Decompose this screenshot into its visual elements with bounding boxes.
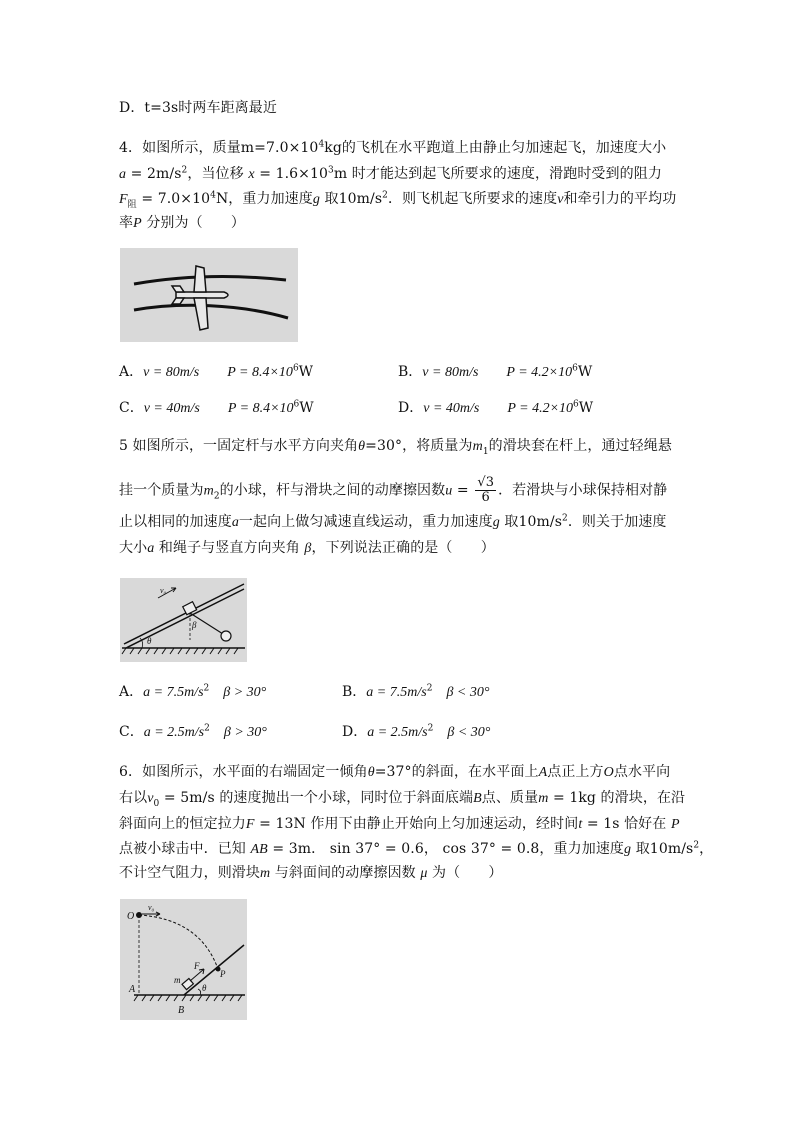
fig-a-label: A bbox=[129, 984, 136, 995]
q4-option-d: D．v = 40m/s $P = 4.2\times 10^6W$ bbox=[398, 399, 594, 416]
mu-fraction: $\frac{√3}{6}$ bbox=[477, 475, 495, 505]
fig-p-label: P bbox=[220, 969, 226, 979]
fig-v0-label: v₀ bbox=[148, 903, 155, 912]
q4-option-c: C．v = 40m/s $P = 8.4\times 10^6W$ bbox=[119, 399, 314, 416]
q4-line-3: $F_阻 = 7.0\times 10^4N$，重力加速度g 取$10m/s^2$．则飞机起飞所要求的速度v和牵引力的平均功 bbox=[119, 190, 677, 210]
q6-line-3: 斜面向上的恒定拉力F = 13N 作用下由静止开始向上匀加速运动，经时间t = 1s 恰好在 P bbox=[119, 816, 680, 832]
q5-line-4: 大小a 和绳子与竖直方向夹角 β，下列说法正确的是（ ） bbox=[119, 540, 495, 556]
q5-line-2: 挂一个质量为$m_2$的小球，杆与滑块之间的动摩擦因数u = $\frac{√3}{6}$ ．若滑块与小球保持相对静 bbox=[119, 475, 668, 505]
fig-b-label: B bbox=[178, 1005, 185, 1016]
q4-option-b: B．v = 80m/s $P = 4.2\times 10^6W$ bbox=[398, 363, 593, 380]
fig-v0-label: v₀ bbox=[160, 586, 167, 595]
q5-line-1: 5 如图所示，一固定杆与水平方向夹角θ=30°，将质量为$m_1$的滑块套在杆上，通过轻绳悬 bbox=[119, 438, 672, 457]
q6-line-1: 6．如图所示，水平面的右端固定一倾角θ=37°的斜面，在水平面上A点正上方O点水平向 bbox=[119, 764, 671, 780]
q4-airplane-figure bbox=[120, 248, 298, 342]
fig-o-label: O bbox=[127, 911, 135, 922]
fig-beta-label: β bbox=[192, 620, 197, 630]
q6-line-2: 右以$v_0 = 5m/s$ 的速度抛出一个小球，同时位于斜面底端B点、质量m = 1kg 的滑块，在沿 bbox=[119, 790, 686, 809]
q6-projectile-figure bbox=[120, 899, 247, 1020]
q3-option-d: D．t=3s时两车距离最近 bbox=[119, 100, 277, 116]
q5-option-c: C．$a = 2.5m/s^2$ β > 30° bbox=[119, 723, 267, 740]
q4-line-1: 4．如图所示，质量$m=7.0\times 10^4kg$的飞机在水平跑道上由静止匀加速起飞，加速度大小 bbox=[119, 139, 667, 156]
fig-m-label: m bbox=[174, 975, 181, 985]
q6-line-5: 不计空气阻力，则滑块m 与斜面间的动摩擦因数 μ 为（ ） bbox=[119, 865, 503, 881]
fig-theta-label: θ bbox=[147, 636, 152, 646]
q5-line-3: 止以相同的加速度a一起向上做匀减速直线运动，重力加速度g 取$10m/s^2$．则关于加速度 bbox=[119, 513, 667, 530]
q5-option-d: D．$a = 2.5m/s^2$ β < 30° bbox=[342, 723, 491, 740]
q4-line-2: $a = 2m/s^2$，当位移 $x = 1.6\times 10^3m$ 时才能达到起飞所要求的速度，滑跑时受到的阻力 bbox=[119, 165, 662, 182]
q5-option-a: A．$a = 7.5m/s^2$ β > 30° bbox=[119, 683, 267, 700]
fig-theta-label: θ bbox=[202, 983, 207, 993]
q4-option-a: A．v = 80m/s $P = 8.4\times 10^6W$ bbox=[119, 363, 314, 380]
q5-incline-rod-figure bbox=[120, 578, 247, 662]
q5-option-b: B．$a = 7.5m/s^2$ β < 30° bbox=[342, 683, 490, 700]
fig-f-label: F bbox=[194, 961, 200, 971]
q6-line-4: 点被小球击中．已知 AB = 3m． sin 37° = 0.6， cos 37° = 0.8，重力加速度g 取$10m/s^2$， bbox=[119, 840, 714, 857]
q4-line-4: 率P 分别为（ ） bbox=[119, 215, 246, 231]
